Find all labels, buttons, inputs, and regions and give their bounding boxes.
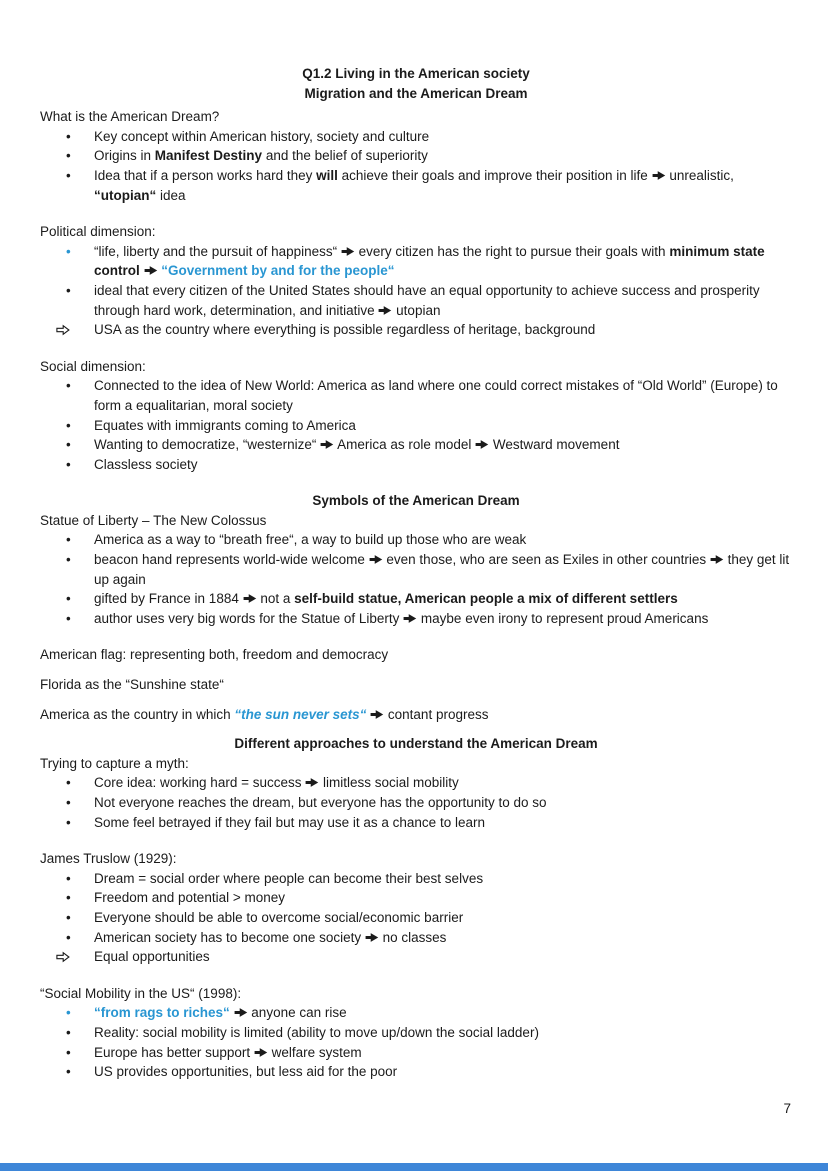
bullet-item: [40, 1023, 792, 1043]
text-run: Dream = social order where people can become their best selves: [94, 870, 484, 886]
text-run: Westward movement: [489, 437, 620, 453]
text-run: idea: [156, 187, 186, 203]
bullet-icon: •: [66, 775, 71, 791]
title-line: [40, 84, 792, 104]
bullet-item: [40, 773, 792, 793]
text-run: Connected to the idea of New World: America as land where one could correct mistakes of “Old World” (Europe) to form a equalitarian, moral society: [94, 378, 778, 413]
text-run: Reality: social mobility is limited (ability to move up/down the social ladder): [94, 1024, 539, 1040]
bullet-text: [94, 910, 463, 925]
text-run: author uses very big words for the Statue of Liberty: [94, 610, 404, 626]
text-run: “life, liberty and the pursuit of happiness“: [94, 243, 341, 259]
bullet-text: [94, 437, 619, 452]
text-run: American society has to become one society: [94, 929, 365, 945]
text-run: contant progress: [384, 706, 489, 722]
text-run: Symbols of the American Dream: [312, 493, 520, 509]
text-run: and the belief of superiority: [262, 148, 428, 164]
document-body: [40, 64, 792, 1082]
text-run: no classes: [378, 929, 447, 945]
text-run: Social dimension:: [40, 358, 146, 374]
bullet-icon: •: [66, 795, 71, 810]
text-run: even those, who are seen as Exiles in other countries: [382, 552, 710, 568]
text-run: every citizen has the right to pursue their goals with: [354, 243, 670, 259]
text-run: they get lit up again: [94, 552, 790, 587]
bullet-item: [40, 888, 792, 908]
text-run: achieve their goals and improve their position in life: [337, 167, 652, 183]
bullet-item: [40, 908, 792, 928]
text-run: Trying to capture a myth:: [40, 755, 189, 771]
bullet-icon: •: [66, 1064, 71, 1080]
bullet-icon: •: [66, 1044, 71, 1060]
text-run: Manifest Destiny: [154, 148, 263, 164]
text-run: minimum state control: [94, 243, 765, 279]
bullet-item: [40, 127, 792, 147]
text-run: America as the country in which: [40, 706, 235, 722]
text-run: Migration and the American Dream: [304, 85, 528, 101]
bullet-text: [94, 949, 210, 964]
heavy-arrow-icon: [254, 1047, 268, 1058]
bullet-icon: •: [66, 148, 71, 164]
spacer: [40, 340, 792, 357]
section-heading: [40, 734, 792, 754]
text-run: Florida as the “Sunshine state“: [40, 677, 224, 693]
text-run: gifted by France in 1884: [94, 591, 243, 607]
white-arrow-icon: [56, 320, 70, 340]
paragraph: [40, 984, 792, 1004]
bullet-item: [40, 166, 792, 205]
bullet-icon: •: [66, 909, 71, 925]
paragraph: [40, 754, 792, 774]
bullet-text: [94, 775, 459, 790]
bullet-text: [94, 871, 483, 886]
bottom-accent-bar: [0, 1163, 828, 1171]
spacer: [40, 695, 792, 705]
heavy-arrow-icon: [369, 554, 383, 565]
paragraph: [40, 645, 792, 665]
text-run: Not everyone reaches the dream, but everyone has the opportunity to do so: [94, 795, 547, 810]
bullet-text: [94, 129, 429, 144]
bullet-item: [40, 928, 792, 948]
text-run: unrealistic,: [665, 167, 734, 183]
text-run: Statue of Liberty – The New Colossus: [40, 512, 267, 528]
white-arrow-icon: [56, 324, 70, 336]
bullet-item: [40, 589, 792, 609]
section-heading: [40, 491, 792, 511]
bullet-text: [94, 815, 485, 830]
bullet-text: [94, 890, 285, 905]
bullet-text: [94, 457, 198, 472]
bullet-text: [94, 322, 595, 337]
heavy-arrow-icon: [475, 439, 489, 450]
heavy-arrow-icon: [403, 613, 417, 624]
heavy-arrow-icon: [320, 439, 334, 450]
spacer: [40, 967, 792, 984]
bullet-icon: •: [66, 243, 71, 259]
heavy-arrow-icon: [378, 305, 392, 316]
text-run: “the sun never sets“: [234, 706, 367, 722]
arrow-bullet-item: [40, 947, 792, 967]
bullet-item: [40, 550, 792, 589]
text-run: Equates with immigrants coming to America: [94, 417, 356, 433]
bullet-item: [40, 869, 792, 889]
spacer: [40, 474, 792, 491]
bullet-text: [94, 1005, 347, 1020]
bullet-text: [94, 1064, 397, 1079]
bullet-text: [94, 168, 734, 203]
text-run: maybe even irony to represent proud Americans: [417, 610, 709, 626]
bullet-icon: •: [66, 532, 71, 548]
bullet-text: [94, 1025, 539, 1040]
bullet-icon: •: [66, 929, 71, 945]
text-run: “from rags to riches“: [94, 1005, 234, 1021]
bullet-icon: •: [66, 591, 71, 607]
text-run: Classless society: [94, 456, 198, 472]
bullet-item: [40, 530, 792, 550]
arrow-bullet-item: [40, 320, 792, 340]
paragraph: [40, 222, 792, 242]
paragraph: [40, 107, 792, 127]
bullet-icon: •: [66, 610, 71, 626]
bullet-item: [40, 793, 792, 813]
text-run: utopian: [392, 302, 441, 318]
text-run: Idea that if a person works hard they: [94, 167, 317, 183]
bullet-text: [94, 930, 446, 945]
bullet-icon: •: [66, 282, 71, 298]
bullet-item: [40, 1043, 792, 1063]
bullet-text: [94, 283, 760, 318]
bullet-text: [94, 611, 708, 626]
text-run: Equal opportunities: [94, 949, 210, 965]
spacer: [40, 205, 792, 222]
paragraph: [40, 511, 792, 531]
text-run: Q1.2 Living in the American society: [302, 66, 530, 81]
bullet-text: [94, 591, 678, 606]
bullet-item: [40, 281, 792, 320]
bullet-icon: •: [66, 456, 71, 472]
bullet-item: [40, 146, 792, 166]
bullet-text: [94, 148, 428, 163]
spacer: [40, 724, 792, 734]
bullet-item: [40, 813, 792, 833]
title-line: [40, 64, 792, 84]
heavy-arrow-icon: [710, 554, 724, 565]
bullet-text: [94, 795, 547, 810]
text-run: Origins in: [94, 148, 155, 164]
bullet-text: [94, 532, 526, 547]
text-run: Wanting to democratize, “westernize“: [94, 437, 321, 453]
spacer: [40, 665, 792, 675]
bullet-icon: •: [66, 1005, 71, 1021]
bullet-item: [40, 455, 792, 475]
paragraph: [40, 357, 792, 377]
text-run: Core idea: working hard = success: [94, 775, 306, 791]
bullet-icon: •: [66, 814, 71, 830]
heavy-arrow-icon: [370, 709, 384, 720]
paragraph: [40, 675, 792, 695]
text-run: What is the American Dream?: [40, 109, 220, 125]
heavy-arrow-icon: [305, 777, 319, 788]
bullet-icon: •: [66, 890, 71, 906]
text-run: self-build statue, American people a mix of different settlers: [294, 591, 678, 607]
text-run: America as a way to “breath free“, a way to build up those who are weak: [94, 532, 527, 548]
bullet-text: [94, 1045, 362, 1060]
heavy-arrow-icon: [365, 932, 379, 943]
white-arrow-icon: [56, 951, 70, 963]
bullet-item: [40, 435, 792, 455]
bullet-text: [94, 552, 789, 587]
text-run: USA as the country where everything is possible regardless of heritage, background: [94, 322, 596, 338]
bullet-icon: •: [66, 1024, 71, 1040]
bullet-icon: •: [66, 437, 71, 453]
paragraph: [40, 849, 792, 869]
text-run: ideal that every citizen of the United States should have an equal opportunity to achieve success and prosperity through hard work, determination, and initiative: [94, 282, 760, 318]
bullet-icon: •: [66, 552, 71, 568]
heavy-arrow-icon: [341, 246, 355, 257]
text-run: America as role model: [334, 437, 476, 453]
text-run: welfare system: [267, 1044, 362, 1060]
heavy-arrow-icon: [243, 593, 257, 604]
bullet-icon: •: [66, 378, 71, 394]
bullet-text: [94, 378, 778, 413]
bullet-item: [40, 1003, 792, 1023]
text-run: Different approaches to understand the American Dream: [234, 736, 598, 752]
text-run: “Government by and for the people“: [161, 263, 395, 279]
bullet-item: [40, 416, 792, 436]
text-run: Everyone should be able to overcome social/economic barrier: [94, 909, 464, 925]
text-run: will: [316, 167, 338, 183]
bullet-item: [40, 242, 792, 281]
text-run: Some feel betrayed if they fail but may use it as a chance to learn: [94, 814, 485, 830]
text-run: “utopian“: [94, 187, 157, 203]
text-run: limitless social mobility: [319, 775, 459, 791]
bullet-icon: •: [66, 128, 71, 144]
spacer: [40, 628, 792, 645]
heavy-arrow-icon: [234, 1007, 248, 1018]
text-run: James Truslow (1929):: [40, 851, 177, 867]
text-run: Key concept within American history, society and culture: [94, 128, 430, 144]
white-arrow-icon: [56, 947, 70, 967]
text-run: anyone can rise: [247, 1005, 347, 1021]
bullet-icon: •: [66, 417, 71, 433]
text-run: Political dimension:: [40, 224, 156, 240]
heavy-arrow-icon: [652, 170, 666, 181]
text-run: US provides opportunities, but less aid for the poor: [94, 1064, 398, 1080]
paragraph: [40, 705, 792, 725]
bullet-item: [40, 1062, 792, 1082]
heavy-arrow-icon: [144, 265, 158, 276]
text-run: not a: [256, 591, 295, 607]
text-run: American flag: representing both, freedom and democracy: [40, 647, 389, 663]
text-run: Europe has better support: [94, 1044, 254, 1060]
bullet-text: [94, 418, 356, 433]
text-run: Freedom and potential > money: [94, 890, 285, 906]
page-number: 7: [783, 1101, 791, 1116]
text-run: beacon hand represents world-wide welcome: [94, 552, 369, 568]
bullet-item: [40, 609, 792, 629]
text-run: “Social Mobility in the US“ (1998):: [40, 985, 242, 1001]
bullet-icon: •: [66, 870, 71, 886]
spacer: [40, 832, 792, 849]
bullet-text: [94, 244, 765, 279]
bullet-item: [40, 376, 792, 415]
bullet-icon: •: [66, 167, 71, 183]
